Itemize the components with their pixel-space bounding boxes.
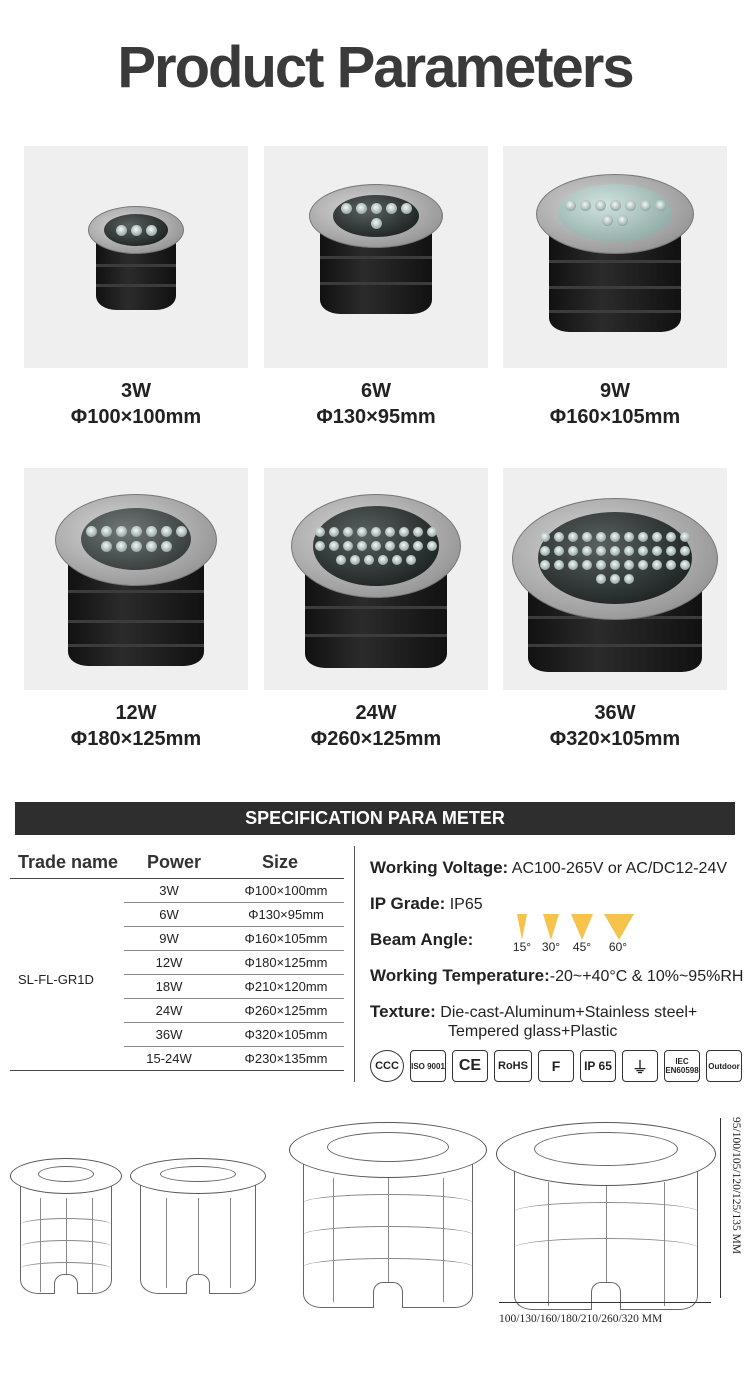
led-dot [624, 532, 634, 542]
ce-cert-icon: CE [452, 1050, 488, 1082]
row-size: Φ210×120mm [244, 979, 328, 994]
led-dot [596, 574, 606, 584]
row-power: 15-24W [146, 1051, 192, 1066]
beam-angle-item [604, 914, 632, 954]
led-dot [638, 560, 648, 570]
led-dot [116, 541, 127, 552]
led-dot [161, 526, 172, 537]
led-dot [582, 532, 592, 542]
width-dimension-line [499, 1302, 711, 1303]
row-size: Φ180×125mm [244, 955, 328, 970]
row-power: 3W [159, 883, 179, 898]
height-dimension-label: 95/100/105/120/125/135 MM [730, 1117, 742, 1255]
row-size: Φ130×95mm [248, 907, 324, 922]
lamp-drawing [130, 1158, 266, 1298]
led-dot [401, 203, 412, 214]
led-dot [161, 541, 172, 552]
led-cluster [558, 184, 672, 242]
beam-cone-icon [517, 914, 527, 940]
row-size: Φ100×100mm [244, 883, 328, 898]
product-size: Φ180×125mm [70, 728, 202, 750]
rohs-cert-icon: RoHS [494, 1050, 532, 1082]
led-dot [86, 526, 97, 537]
row-power: 24W [155, 1003, 183, 1018]
led-dot [617, 215, 628, 226]
led-dot [652, 532, 662, 542]
f-mark-cert-icon: F [538, 1050, 574, 1082]
led-dot [655, 200, 666, 211]
led-dot [680, 560, 690, 570]
table-row [124, 1023, 344, 1047]
led-dot [146, 225, 157, 236]
led-dot [427, 527, 437, 537]
led-dot [357, 527, 367, 537]
beam-angle-item [537, 914, 565, 954]
spec-voltage [370, 858, 727, 878]
led-dot [596, 560, 606, 570]
outdoor-cert-icon: Outdoor [706, 1050, 742, 1082]
table-row [124, 975, 344, 999]
spec-value: -20~+40°C & 10%~95%RH [549, 968, 744, 985]
ccc-cert-icon: CCC [370, 1050, 404, 1082]
led-dot [652, 546, 662, 556]
led-dot [680, 546, 690, 556]
iso-cert-icon: ISO 9001 [410, 1050, 446, 1082]
spec-value: AC100-265V or AC/DC12-24V [511, 860, 728, 877]
height-dimension-line [720, 1118, 721, 1298]
led-dot [116, 526, 127, 537]
beam-angle-item [568, 914, 596, 954]
led-dot [582, 546, 592, 556]
led-dot [540, 560, 550, 570]
iec-cert-icon: IEC EN60598 [664, 1050, 700, 1082]
page-title: Product Parameters [117, 35, 633, 100]
product-photo [264, 468, 488, 690]
led-dot [385, 527, 395, 537]
led-dot [146, 541, 157, 552]
ground-cert-icon: ⏚ [622, 1050, 658, 1082]
spec-label: IP Grade: [370, 894, 446, 913]
beam-angle-value: 60° [608, 940, 628, 954]
led-dot [610, 546, 620, 556]
led-dot [116, 225, 127, 236]
row-power: 6W [159, 907, 179, 922]
table-row [124, 999, 344, 1023]
led-dot [336, 555, 346, 565]
product-size: Φ260×125mm [310, 728, 442, 750]
product-card [503, 468, 727, 752]
led-dot [131, 541, 142, 552]
spec-label: Working Temperature: [370, 966, 550, 985]
led-dot [413, 527, 423, 537]
lamp-drawing [496, 1122, 716, 1312]
row-size: Φ260×125mm [244, 1003, 328, 1018]
row-power: 18W [155, 979, 183, 994]
led-dot [101, 526, 112, 537]
led-dot [568, 546, 578, 556]
led-dot [399, 541, 409, 551]
led-dot [596, 546, 606, 556]
led-dot [406, 555, 416, 565]
led-dot [602, 215, 613, 226]
beam-cone-icon [604, 914, 634, 940]
table-row [124, 951, 344, 975]
product-photo [503, 146, 727, 368]
product-card [24, 468, 248, 752]
product-size: Φ100×100mm [70, 406, 202, 428]
led-dot [413, 541, 423, 551]
led-dot [371, 218, 382, 229]
product-photo [503, 468, 727, 690]
table-row [124, 903, 344, 927]
spec-header-bar: SPECIFICATION PARA METER [15, 802, 735, 835]
spec-value: Die-cast-Aluminum+Stainless steel+ [440, 1004, 698, 1021]
spec-label: Texture: [370, 1002, 436, 1021]
beam-angle-value: 15° [512, 940, 532, 954]
led-dot [638, 546, 648, 556]
led-dot [357, 541, 367, 551]
width-dimension-label: 100/130/160/180/210/260/320 MM [499, 1313, 663, 1325]
beam-angle-value: 45° [572, 940, 592, 954]
row-size: Φ230×135mm [244, 1051, 328, 1066]
column-divider [354, 846, 355, 1082]
led-dot [386, 203, 397, 214]
led-dot [640, 200, 651, 211]
lamp-drawing [10, 1158, 122, 1298]
spec-value: IP65 [449, 896, 483, 913]
led-dot [666, 532, 676, 542]
led-dot [399, 527, 409, 537]
led-dot [666, 546, 676, 556]
spec-label: Beam Angle: [370, 930, 474, 949]
row-power: 9W [159, 931, 179, 946]
led-dot [638, 532, 648, 542]
led-dot [341, 203, 352, 214]
led-dot [329, 527, 339, 537]
product-photo [24, 146, 248, 368]
beam-cone-icon [543, 914, 559, 940]
row-size: Φ160×105mm [244, 931, 328, 946]
table-row [124, 879, 344, 903]
led-dot [554, 546, 564, 556]
led-dot [565, 200, 576, 211]
product-photo [24, 468, 248, 690]
led-dot [343, 527, 353, 537]
spec-ip [370, 894, 483, 914]
lamp-drawing [289, 1122, 487, 1312]
led-cluster [538, 512, 692, 604]
product-power: 6W [361, 380, 391, 402]
led-cluster [104, 214, 168, 246]
led-dot [624, 574, 634, 584]
table-row [124, 927, 344, 951]
led-dot [624, 546, 634, 556]
row-power: 12W [155, 955, 183, 970]
led-dot [371, 203, 382, 214]
table-header-power: Power [147, 852, 202, 872]
led-dot [329, 541, 339, 551]
trade-name: SL-FL-GR1D [18, 972, 94, 987]
product-power: 12W [115, 702, 157, 724]
led-dot [315, 541, 325, 551]
row-size: Φ320×105mm [244, 1027, 328, 1042]
led-dot [568, 532, 578, 542]
led-dot [624, 560, 634, 570]
product-card [264, 468, 488, 752]
ip65-cert-icon: IP 65 [580, 1050, 616, 1082]
product-power: 3W [121, 380, 151, 402]
spec-label: Working Voltage: [370, 858, 509, 877]
led-dot [625, 200, 636, 211]
spec-texture [370, 1002, 697, 1022]
table-header-trade: Trade name [18, 852, 119, 872]
product-card [24, 146, 248, 430]
led-dot [554, 532, 564, 542]
beam-angle-item [508, 914, 536, 954]
led-dot [364, 555, 374, 565]
led-dot [610, 574, 620, 584]
table-row [124, 1047, 344, 1071]
led-cluster [313, 506, 439, 586]
led-dot [378, 555, 388, 565]
beam-angle-value: 30° [541, 940, 561, 954]
spec-texture-line2: Tempered glass+Plastic [448, 1023, 618, 1040]
product-photo [264, 146, 488, 368]
led-dot [392, 555, 402, 565]
led-dot [385, 541, 395, 551]
led-dot [146, 526, 157, 537]
led-dot [315, 527, 325, 537]
led-dot [350, 555, 360, 565]
led-cluster [333, 195, 419, 237]
spec-temperature [370, 966, 743, 986]
led-dot [371, 541, 381, 551]
product-size: Φ320×105mm [549, 728, 681, 750]
product-size: Φ160×105mm [549, 406, 681, 428]
led-dot [540, 546, 550, 556]
led-dot [176, 526, 187, 537]
led-dot [131, 526, 142, 537]
led-dot [610, 560, 620, 570]
led-dot [580, 200, 591, 211]
led-dot [610, 200, 621, 211]
product-size: Φ130×95mm [316, 406, 436, 428]
led-dot [582, 560, 592, 570]
led-dot [568, 560, 578, 570]
led-cluster [81, 508, 191, 570]
row-power: 36W [155, 1027, 183, 1042]
product-power: 9W [600, 380, 630, 402]
table-header-size: Size [262, 852, 299, 872]
beam-cone-icon [571, 914, 593, 940]
led-dot [596, 532, 606, 542]
led-dot [610, 532, 620, 542]
led-dot [356, 203, 367, 214]
led-dot [554, 560, 564, 570]
led-dot [101, 541, 112, 552]
led-dot [427, 541, 437, 551]
led-dot [131, 225, 142, 236]
led-dot [680, 532, 690, 542]
led-dot [371, 527, 381, 537]
led-dot [666, 560, 676, 570]
product-card [264, 146, 488, 430]
led-dot [540, 532, 550, 542]
led-dot [652, 560, 662, 570]
product-power: 24W [355, 702, 397, 724]
spec-beam [370, 930, 473, 950]
led-dot [343, 541, 353, 551]
product-card [503, 146, 727, 430]
product-power: 36W [594, 702, 636, 724]
led-dot [595, 200, 606, 211]
